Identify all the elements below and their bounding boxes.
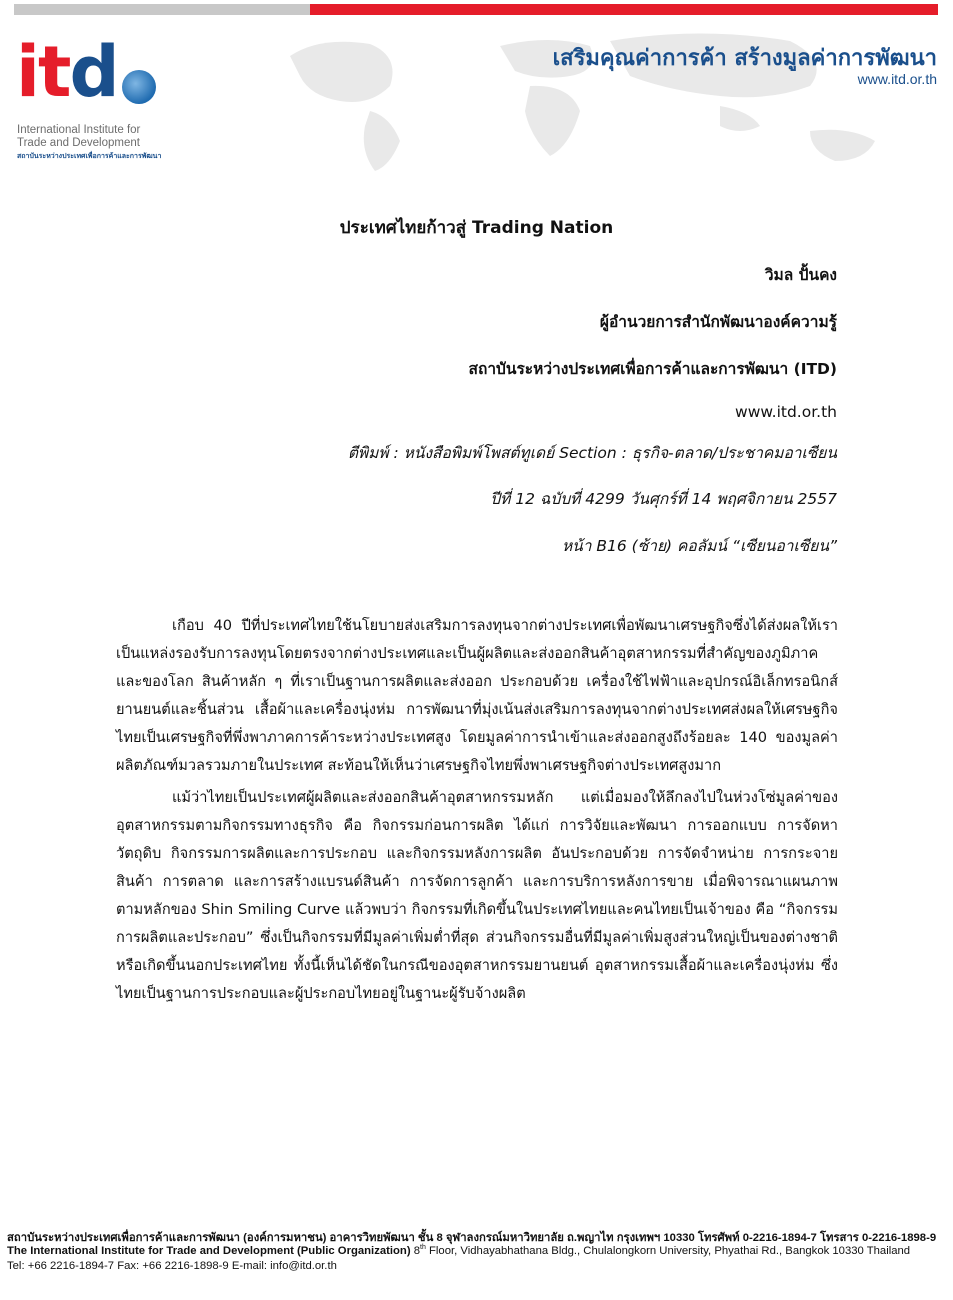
article-body bbox=[116, 612, 838, 1008]
globe-icon bbox=[122, 70, 156, 104]
publication-issue: ปีที่ 12 ฉบับที่ 4299 วันศุกร์ที่ 14 พฤศจิกายน 2557 bbox=[490, 490, 837, 508]
author-organization: สถาบันระหว่างประเทศเพื่อการค้าและการพัฒนา (ITD) bbox=[468, 360, 837, 378]
footer-org-name: The International Institute for Trade and Development (Public Organization) bbox=[7, 1244, 411, 1257]
logo-subtitle-line2: Trade and Development bbox=[17, 137, 140, 149]
paragraph-1: เกือบ 40 ปีที่ประเทศไทยใช้นโยบายส่งเสริมการลงทุนจากต่างประเทศเพื่อพัฒนาเศรษฐกิจซึ่งได้ส่งผลให้เราเป็นแหล่งรองรับการลงทุนโดยตรงจากต่างประเทศและเป็นผู้ผลิตและส่งออกสินค้าอุตสาหกรรมที่สำคัญของภูมิภาคและของโลก สินค้าหลัก ๆ ที่เราเป็นฐานการผลิตและส่งออก ประกอบด้วย เครื่องใช้ไฟฟ้าและอุปกรณ์อิเล็กทรอนิกส์ ยานยนต์และชิ้นส่วน เสื้อผ้าและเครื่องนุ่งห่ม การพัฒนาที่มุ่งเน้นส่งเสริมการลงทุนจากต่างประเทศส่งผลให้เศรษฐกิจไทยเป็นเศรษฐกิจที่พึ่งพาภาคการค้าระหว่างประเทศสูง โดยมูลค่าการนำเข้าและส่งออกสูงถึงร้อยละ 140 ของมูลค่าผลิตภัณฑ์มวลรวมภายในประเทศ สะท้อนให้เห็นว่าเศรษฐกิจไทยพึ่งพาเศรษฐกิจต่างประเทศสูงมาก bbox=[116, 617, 838, 774]
header-slogan: เสริมคุณค่าการค้า สร้างมูลค่าการพัฒนา bbox=[552, 46, 937, 71]
header-gray-bar bbox=[14, 4, 310, 15]
paragraph-2: แม้ว่าไทยเป็นประเทศผู้ผลิตและส่งออกสินค้าอุตสาหกรรมหลัก แต่เมื่อมองให้ลึกลงไปในห่วงโซ่มูลค่าของอุตสาหกรรมตามกิจกรรมทางธุรกิจ คือ กิจกรรมก่อนการผลิต ได้แก่ การวิจัยและพัฒนา การออกแบบ การจัดหาวัตถุดิบ กิจกรรมการผลิตและการประกอบ และกิจกรรมหลังการผลิต อันประกอบด้วย การจัดจำหน่าย การกระจายสินค้า การตลาด และการสร้างแบรนด์สินค้า การจัดการลูกค้า และการบริการหลังการขาย เมื่อพิจารณาแผนภาพตามหลักของ Shin Smiling Curve แล้วพบว่า กิจกรรมที่เกิดขึ้นในประเทศไทยและคนไทยเป็นเจ้าของ คือ “กิจกรรมการผลิตและประกอบ” ซึ่งเป็นกิจกรรมที่มีมูลค่าเพิ่มต่ำที่สุด ส่วนกิจกรรมอื่นที่มีมูลค่าเพิ่มสูงส่วนใหญ่เป็นของต่างชาติหรือเกิดขึ้นนอกประเทศไทย ทั้งนี้เห็นได้ชัดในกรณีของอุตสาหกรรมยานยนต์ อุตสาหกรรมเสื้อผ้าและเครื่องนุ่งห่ม ซึ่งไทยเป็นฐานการประกอบและผู้ประกอบไทยอยู่ในฐานะผู้รับจ้างผลิต bbox=[116, 789, 838, 1002]
publication-page: หน้า B16 (ซ้าย) คอลัมน์ “เซียนอาเซียน” bbox=[561, 537, 837, 555]
footer-floor-suffix: th bbox=[420, 1244, 426, 1251]
article-title: ประเทศไทยก้าวสู่ Trading Nation bbox=[339, 218, 614, 238]
author-position: ผู้อำนวยการสำนักพัฒนาองค์ความรู้ bbox=[599, 313, 837, 331]
logo-wordmark: itd bbox=[16, 31, 118, 113]
footer-thai-address: สถาบันระหว่างประเทศเพื่อการค้าและการพัฒนา (องค์การมหาชน) อาคารวิทยพัฒนา ชั้น 8 จุฬาลงกรณ์มหาวิทยาลัย ถ.พญาไท กรุงเทพฯ 10330 โทรศัพท์ 0-2216-1894-7 โทรสาร 0-2216-1898-9 bbox=[7, 1232, 937, 1244]
footer-english-address bbox=[7, 1244, 947, 1257]
logo-subtitle-line1: International Institute for bbox=[17, 124, 141, 136]
header-website-link[interactable]: www.itd.or.th bbox=[857, 71, 937, 87]
footer-contact: Tel: +66 2216-1894-7 Fax: +66 2216-1898-9 E-mail: info@itd.or.th bbox=[7, 1260, 337, 1272]
footer-address-rest: Floor, Vidhayabhathana Bldg., Chulalongkorn University, Phyathai Rd., Bangkok 10330 Thailand bbox=[429, 1244, 911, 1257]
itd-logo bbox=[16, 31, 166, 160]
publication-source: ตีพิมพ์ : หนังสือพิมพ์โพสต์ทูเดย์ Section : ธุรกิจ-ตลาด/ประชาคมอาเซียน bbox=[347, 444, 837, 462]
article-author: วิมล ปั้นคง bbox=[764, 266, 837, 284]
footer-floor-number: 8 bbox=[413, 1244, 421, 1257]
header-red-bar bbox=[310, 4, 938, 15]
logo-subtitle-thai: สถาบันระหว่างประเทศเพื่อการค้าและการพัฒนา bbox=[17, 153, 162, 160]
article-website-link[interactable]: www.itd.or.th bbox=[735, 403, 837, 421]
